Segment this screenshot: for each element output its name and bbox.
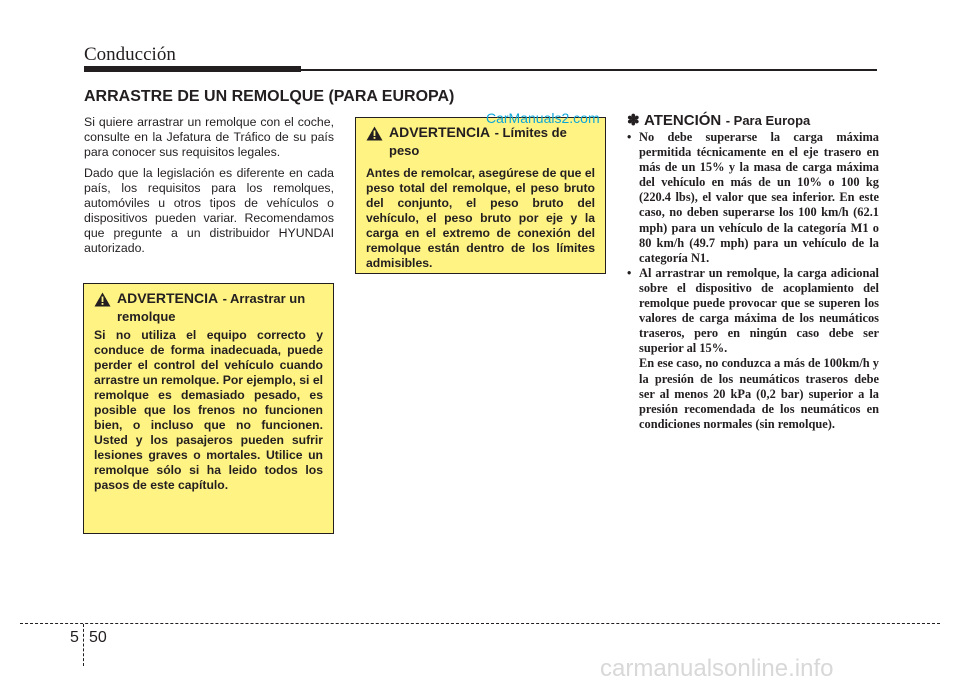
chapter-title: Conducción [84,44,176,65]
warning-triangle-icon [366,126,383,146]
warning-box-towing [83,283,334,534]
attention-label: ATENCIÓN [644,112,722,129]
warning-subtitle: - Límites de peso [389,125,567,158]
warning-body: Antes de remolcar, asegúrese de que el peso total del remolque, el peso bruto del conjunto, el peso bruto del vehículo, el peso bruto por eje y la carga en el extremo de conexión del remolque están dentro de los límites admisibles. [366,166,595,270]
attention-item-extra: En ese caso, no conduzca a más de 100km/h y la presión de los neumáticos traseros debe ser al menos 20 kPa (0,2 bar) superior a la presión recomendada de los neumáticos en condiciones normales (sin remolque). [639,356,879,431]
chapter-number: 5 [70,629,79,646]
intro-paragraph-1: Si quiere arrastrar un remolque con el coche, consulte en la Jefatura de Tráfico de su país para conocer sus requisitos legales. [84,115,334,159]
attention-list [627,130,879,432]
page-number: 50 [89,629,107,646]
attention-item [627,130,879,266]
footer-divider [83,624,84,666]
attention-subtitle: - Para Europa [725,113,811,128]
warning-header [366,124,595,160]
warning-subtitle: - Arrastrar un remolque [117,291,306,324]
site-watermark-top: CarManuals2.com [486,110,600,126]
attention-symbol-icon: ✽ [627,112,640,129]
site-watermark-bottom: carmanualsonline.info [600,655,834,682]
warning-label: ADVERTENCIA [117,290,219,306]
intro-text [84,115,334,262]
warning-box-weight-limits [355,117,606,274]
section-title: ARRASTRE DE UN REMOLQUE (PARA EUROPA) [84,88,455,105]
warning-header [94,290,323,326]
attention-header [627,111,810,130]
warning-triangle-icon [94,292,111,312]
intro-paragraph-2: Dado que la legislación es diferente en cada país, los requisitos para los remolques, automóviles u otros tipos de vehículos o dispositivos pueden variar. Recomendamos que pregunte a un distribuidor HYUNDAI autorizado. [84,166,334,255]
header-rule-accent [84,66,301,72]
attention-item-text: • Al arrastrar un remolque, la carga adicional sobre el dispositivo de acoplamiento del remolque puede provocar que se superen los valores de carga máxima de los neumáticos traseros, pero en ningún caso debe ser superior al 15%. [639,265,879,356]
attention-item-text: • No debe superarse la carga máxima permitida técnicamente en el eje trasero en más de un 15% y la masa de carga máxima del vehículo en más de un 10% o 100 kg (220.4 lbs), el valor que sea inferior. En este caso, no deben superarse los 100 km/h (62.1 mph) para un vehículo de la categoría M1 o 80 km/h (49.7 mph) para un vehículo de la categoría N1. [639,130,879,265]
warning-body: Si no utiliza el equipo correcto y conduce de forma inadecuada, puede perder el control del vehículo cuando arrastre un remolque. Por ejemplo, si el remolque es demasiado pesado, es posible que los frenos no funcionen bien, o incluso que no funcionen. Usted y los pasajeros pueden sufrir lesiones graves o mortales. Utilice un remolque sólo si ha leido todos los pasos de este capítulo. [94,328,323,492]
footer-rule [20,623,940,624]
attention-item [627,266,879,432]
warning-label: ADVERTENCIA [389,124,491,140]
